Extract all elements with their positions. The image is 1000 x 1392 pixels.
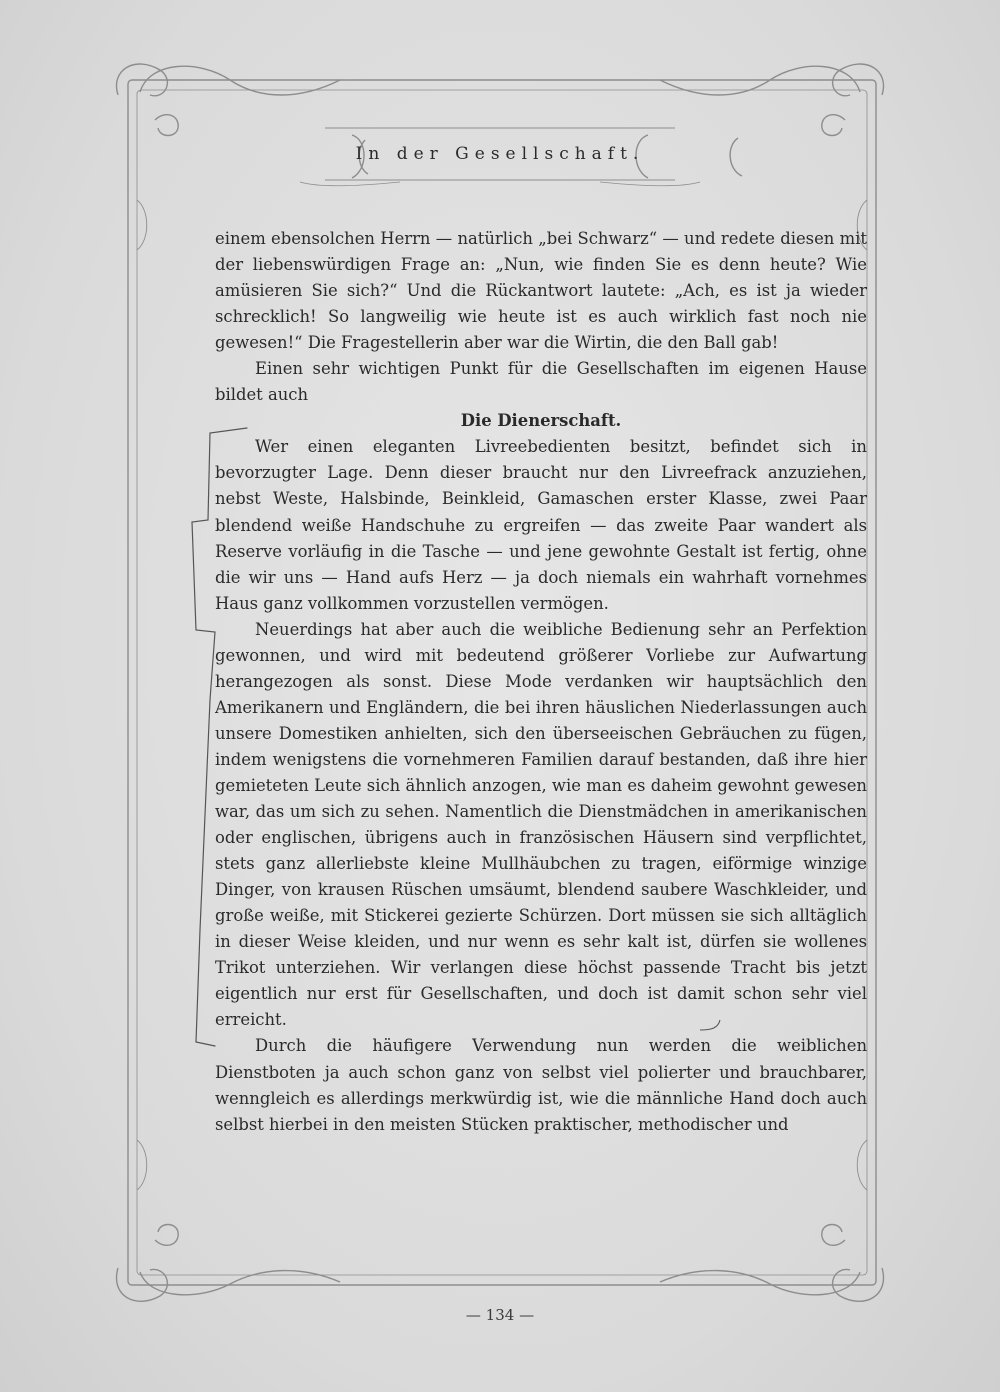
- paragraph: einem ebensolchen Herrn — natürlich „bei Schwarz“ — und redete diesen mit der liebenswürdigen Frage an: „Nun, wie finden Sie es denn heute? Wie amüsieren Sie sich?“ Und die Rückantwort lautete: „Ach, es ist ja wieder schrecklich! So langweilig wie heute ist es auch wirklich fast noch nie gewesen!“ Die Fragestellerin aber war die Wirtin, die den Ball gab!: [215, 229, 867, 353]
- page-number: — 134 —: [465, 1306, 535, 1324]
- paragraph: Einen sehr wichtigen Punkt für die Gesellschaften im eigenen Hause bildet auch: [215, 359, 867, 405]
- paragraph: Wer einen eleganten Livreebedienten besitzt, befindet sich in bevorzugter Lage. Denn dieser braucht nur den Livreefrack anzuziehen, nebst Weste, Halsbinde, Beinkleid, Gamaschen erster Klasse, zwei Paar blendend weiße Handschuhe zu ergreifen — das zweite Paar wandert als Reserve vorläufig in die Tasche — und jene gewohnte Gestalt ist fertig, ohne die wir uns — Hand aufs Herz — ja doch niemals ein wahrhaft vornehmes Haus ganz vollkommen vorzustellen vermögen.: [215, 437, 867, 613]
- running-header: In der Gesellschaft.: [355, 144, 645, 164]
- main-text: [215, 226, 867, 1138]
- paragraph: Durch die häufigere Verwendung nun werden die weiblichen Dienstboten ja auch schon ganz von selbst viel polierter und brauchbarer, wenngleich es allerdings merkwürdig ist, wie die männliche Hand doch auch selbst hierbei in den meisten Stücken praktischer, methodischer und: [215, 1036, 867, 1134]
- paragraph: Neuerdings hat aber auch die weibliche Bedienung sehr an Perfektion gewonnen, und wird mit bedeutend größerer Vorliebe zur Aufwartung herangezogen als sonst. Diese Mode verdanken wir hauptsächlich den Amerikanern und Engländern, die bei ihren häuslichen Niederlassungen auch unsere Domestiken anhielten, sich den überseeischen Gebräuchen zu fügen, indem wenigstens die vornehmeren Familien darauf bestanden, daß ihre hier gemieteten Leute sich ähnlich anzogen, wie man es daheim gewohnt gewesen war, das um sich zu sehen. Namentlich die Dienstmädchen in amerikanischen oder englischen, übrigens auch in französischen Häusern sind verpflichtet, stets ganz allerliebste kleine Mullhäubchen zu tragen, eiförmige winzige Dinger, von krausen Rüschen umsäumt, blendend saubere Waschkleider, und große weiße, mit Stickerei gezierte Schürzen. Dort müssen sie sich alltäglich in dieser Weise kleiden, und nur wenn es sehr kalt ist, dürfen sie wollenes Trikot unterziehen. Wir verlangen diese höchst passende Tracht bis jetzt eigentlich nur erst für Gesellschaften, und doch ist damit schon sehr viel erreicht.: [215, 619, 867, 1030]
- section-heading: Die Dienerschaft.: [460, 411, 622, 431]
